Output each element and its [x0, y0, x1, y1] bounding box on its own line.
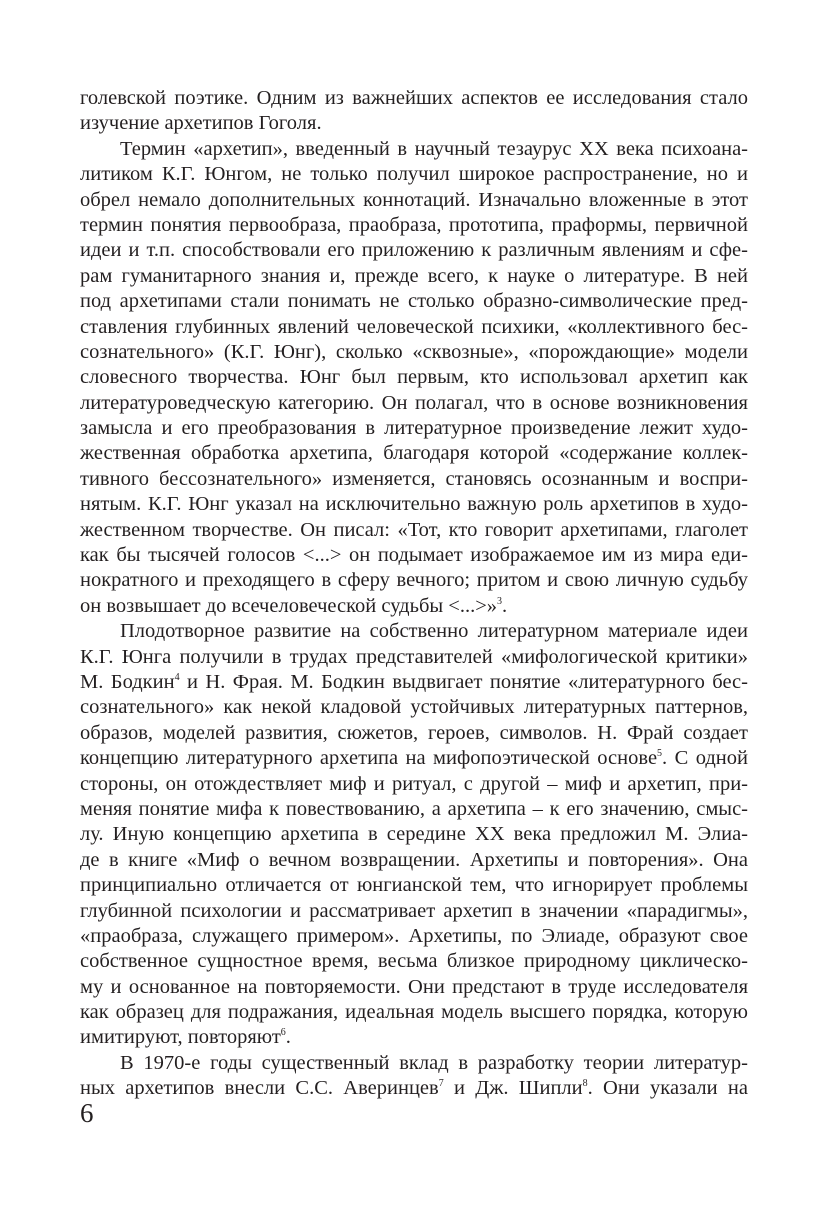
- line-text: как образец для подражания, идеальная модель высшего порядка, которую: [80, 1001, 748, 1024]
- text-line: [80, 188, 748, 213]
- text-line: [80, 391, 748, 416]
- line-text: нятым. К.Г. Юнг указал на исключительно важную роль архетипов в худо-: [80, 493, 748, 516]
- line-text: лу. Иную концепцию архетипа в середине ХХ века предложил М. Элиа-: [80, 823, 748, 846]
- line-text: стороны, он отождествляет миф и ритуал, с другой – миф и архетип, при-: [80, 772, 748, 795]
- line-text: образов, моделей развития, сюжетов, героев, символов. Н. Фрай создает: [80, 721, 748, 744]
- line-text: голевской поэтике. Одним из важнейших аспектов ее исследования стало: [80, 87, 748, 109]
- text-line: [80, 543, 748, 568]
- line-text: имитируют, повторяют: [80, 1026, 281, 1049]
- line-text: литературоведческую категорию. Он полагал, что в основе возникновения: [80, 391, 748, 414]
- line-text: сознательного» (К.Г. Юнг), сколько «сквозные», «порождающие» модели: [80, 340, 748, 363]
- text-line: [80, 1076, 748, 1101]
- line-text: сознательного» как некой кладовой устойчивых литературных паттернов,: [80, 696, 748, 719]
- line-text: нократного и преходящего в сферу вечного; притом и свою личную судьбу: [80, 569, 748, 592]
- text-line: [80, 264, 748, 289]
- line-text: К.Г. Юнга получили в трудах представителей «мифологической критики»: [80, 645, 748, 668]
- line-text: . С одной: [662, 747, 748, 770]
- line-text: и Дж. Шипли: [443, 1077, 583, 1100]
- line-text: изучение архетипов Гоголя.: [80, 112, 322, 135]
- line-text: литиком К.Г. Юнгом, не только получил широкое распространение, но и: [80, 163, 748, 186]
- text-line: [80, 619, 748, 644]
- line-text: жественная обработка архетипа, благодаря которой «содержание коллек-: [80, 442, 748, 465]
- line-text: Термин «архетип», введенный в научный тезаурус ХХ века психоана-: [120, 137, 748, 160]
- footnote-marker: 3: [497, 595, 503, 607]
- line-text: обрел немало дополнительных коннотаций. Изначально вложенные в этот: [80, 188, 748, 211]
- line-text: де в книге «Миф о вечном возвращении. Архетипы и повторения». Она: [80, 848, 748, 871]
- text-line: [80, 111, 748, 136]
- line-text: концепцию литературного архетипа на мифопоэтической основе: [80, 747, 658, 770]
- text-line: [80, 137, 748, 162]
- line-text: меняя понятие мифа к повествованию, а архетипа – к его значению, смыс-: [80, 797, 748, 820]
- text-line: [80, 289, 748, 314]
- line-text: му и основанное на повторяемости. Они предстают в труде исследователя: [80, 975, 748, 998]
- line-text: словесного творчества. Юнг был первым, кто использовал архетип как: [80, 366, 748, 389]
- text-line: [80, 721, 748, 746]
- text-line: [80, 340, 748, 365]
- line-text: глубинной психологии и рассматривает архетип в значении «парадигмы»,: [80, 899, 748, 922]
- line-text: ставления глубинных явлений человеческой психики, «коллективного бес-: [80, 315, 748, 338]
- line-text: . Они указали на: [587, 1077, 748, 1100]
- text-line: [80, 467, 748, 492]
- line-text: замысла и его преобразования в литературное произведение лежит худо-: [80, 417, 748, 440]
- text-line: [80, 416, 748, 441]
- line-text: жественном творчестве. Он писал: «Тот, кто говорит архетипами, глаголет: [80, 518, 748, 541]
- line-text: он возвышает до всечеловеческой судьбы <...>»: [80, 594, 498, 617]
- text-line: [80, 645, 748, 670]
- text-line: [80, 568, 748, 593]
- text-line: [80, 949, 748, 974]
- footnote-marker: 6: [280, 1027, 286, 1039]
- footnote-marker: 8: [582, 1078, 588, 1090]
- text-line: [80, 162, 748, 187]
- text-line: [80, 695, 748, 720]
- line-text: под архетипами стали понимать не столько образно-символические пред-: [80, 290, 748, 313]
- text-line: [80, 365, 748, 390]
- text-line: [80, 924, 748, 949]
- text-line: [80, 670, 748, 695]
- text-line: [80, 315, 748, 340]
- line-text: тивного бессознательного» изменяется, становясь осознанным и воспри-: [80, 467, 748, 490]
- line-text: «праобраза, служащего примером». Архетипы, по Элиаде, образуют свое: [80, 924, 748, 947]
- line-text: принципиально отличается от юнгианской тем, что игнорирует проблемы: [80, 874, 748, 897]
- text-line: [80, 822, 748, 847]
- page-number: 6: [80, 1098, 94, 1128]
- text-line: [80, 518, 748, 543]
- text-line: [80, 975, 748, 1000]
- text-line: [80, 1000, 748, 1025]
- text-line: [80, 492, 748, 517]
- text-line: [80, 746, 748, 771]
- text-line: [80, 899, 748, 924]
- text-line: [80, 873, 748, 898]
- line-text: идеи и т.п. способствовали его приложению к различным явлениям и сфе-: [80, 239, 748, 262]
- footnote-marker: 5: [657, 748, 663, 760]
- line-text: .: [502, 594, 508, 617]
- line-text: и Н. Фрая. М. Бодкин выдвигает понятие «литературного бес-: [179, 670, 748, 693]
- line-text: .: [285, 1026, 291, 1049]
- line-text: М. Бодкин: [80, 670, 175, 693]
- body-text: [80, 86, 748, 1102]
- text-line: [80, 1051, 748, 1076]
- text-line: [80, 848, 748, 873]
- text-line: [80, 797, 748, 822]
- text-line: [80, 238, 748, 263]
- text-line: [80, 1025, 748, 1050]
- line-text: термин понятия первообраза, праобраза, прототипа, праформы, первичной: [80, 213, 748, 236]
- line-text: Плодотворное развитие на собственно литературном материале идеи: [120, 620, 748, 643]
- line-text: как бы тысячей голосов <...> он подымает изображаемое им из мира еди-: [80, 544, 748, 567]
- text-line: [80, 86, 748, 111]
- line-text: рам гуманитарного знания и, прежде всего, к науке о литературе. В ней: [80, 264, 748, 287]
- line-text: ных архетипов внесли С.С. Аверинцев: [80, 1077, 439, 1100]
- text-line: [80, 441, 748, 466]
- line-text: В 1970-е годы существенный вклад в разработку теории литератур-: [120, 1051, 748, 1074]
- text-line: [80, 772, 748, 797]
- line-text: собственное сущностное время, весьма близкое природному циклическо-: [80, 950, 748, 973]
- text-line: [80, 213, 748, 238]
- footnote-marker: 4: [174, 671, 180, 683]
- footnote-marker: 7: [438, 1078, 444, 1090]
- text-line: [80, 594, 748, 619]
